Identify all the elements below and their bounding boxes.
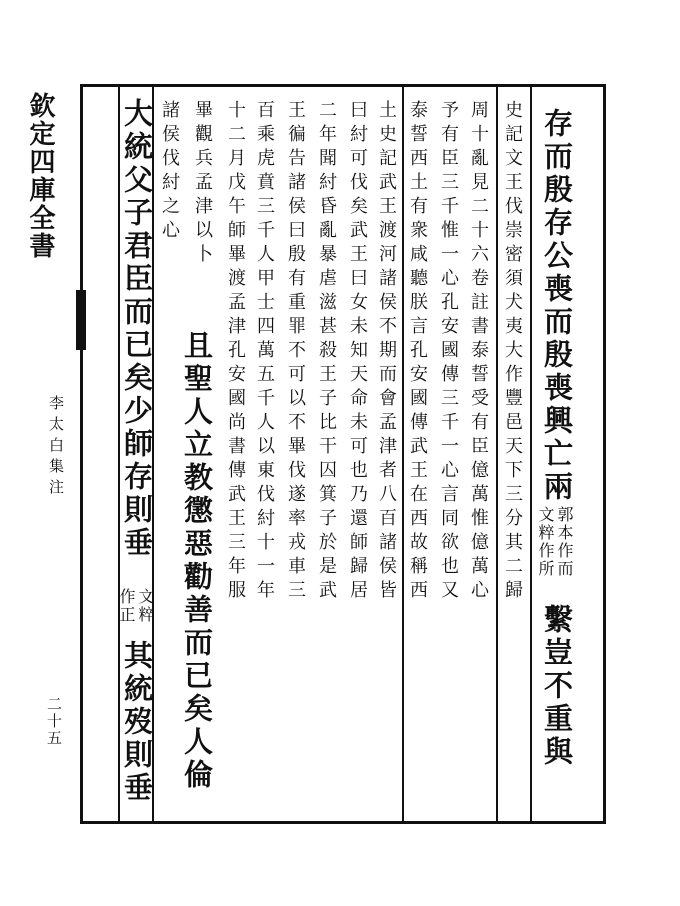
main-text-column: 且聖人立教懲惡勸善而已矣人倫 bbox=[180, 330, 214, 792]
commentary-column: 王徧告諸侯曰殷有重罪不可以不畢伐遂率戎車三 bbox=[285, 100, 306, 604]
inline-note-pair bbox=[537, 506, 572, 578]
commentary-column: 土史記武王渡河諸侯不期而會孟津者八百諸侯皆 bbox=[376, 100, 397, 604]
column-rule bbox=[530, 84, 532, 824]
collection-title bbox=[2, 92, 76, 292]
commentary-column: 十二月戊午師畢渡孟津孔安國尚書傳武王三年服 bbox=[225, 100, 246, 604]
inline-note-pair bbox=[118, 588, 153, 624]
commentary-column: 予有臣三千惟一心孔安國傳三千一心言同欲也又 bbox=[438, 100, 459, 604]
main-text-column-tail: 繫豈不重與 bbox=[540, 604, 574, 769]
commentary-column: 百乘虎賁三千人甲士四萬五千人以東伐紂十一年 bbox=[254, 100, 275, 604]
main-text-column: 大統父子君臣而已矣少師存則垂 bbox=[120, 98, 154, 560]
commentary-column: 諸侯伐紂之心 bbox=[159, 100, 180, 244]
inline-note-left: 作正 bbox=[117, 588, 136, 624]
inline-note-right: 郭本作而 bbox=[555, 506, 574, 578]
inline-note-left: 文粹作所 bbox=[536, 506, 555, 578]
page-number: 二十五 bbox=[45, 696, 63, 747]
column-rule bbox=[496, 84, 498, 824]
commentary-column: 周十亂見二十六卷註書泰誓受有臣億萬惟億萬心 bbox=[468, 100, 489, 604]
main-text-column: 存而殷存公喪而殷喪興亡兩 bbox=[540, 108, 574, 504]
commentary-column: 史記文王伐崇密須犬夷大作豐邑天下三分其二歸 bbox=[502, 100, 523, 604]
collection-title-text: 欽定四庫全書 bbox=[25, 92, 55, 260]
book-title: 李太白集注 bbox=[47, 395, 65, 500]
commentary-column: 畢觀兵孟津以卜 bbox=[192, 100, 213, 268]
commentary-column: 二年聞紂昏亂暴虐滋甚殺王子比干囚箕子於是武 bbox=[316, 100, 337, 604]
column-rule bbox=[402, 84, 404, 824]
commentary-column: 泰誓西土有衆咸聽朕言孔安國傳武王在西故稱西 bbox=[407, 100, 428, 604]
main-text-column-tail: 其統歿則垂 bbox=[120, 640, 154, 805]
commentary-column: 曰紂可伐矣武王曰女未知天命未可也乃還師歸居 bbox=[347, 100, 368, 604]
inline-note-right: 文粹 bbox=[136, 588, 155, 624]
